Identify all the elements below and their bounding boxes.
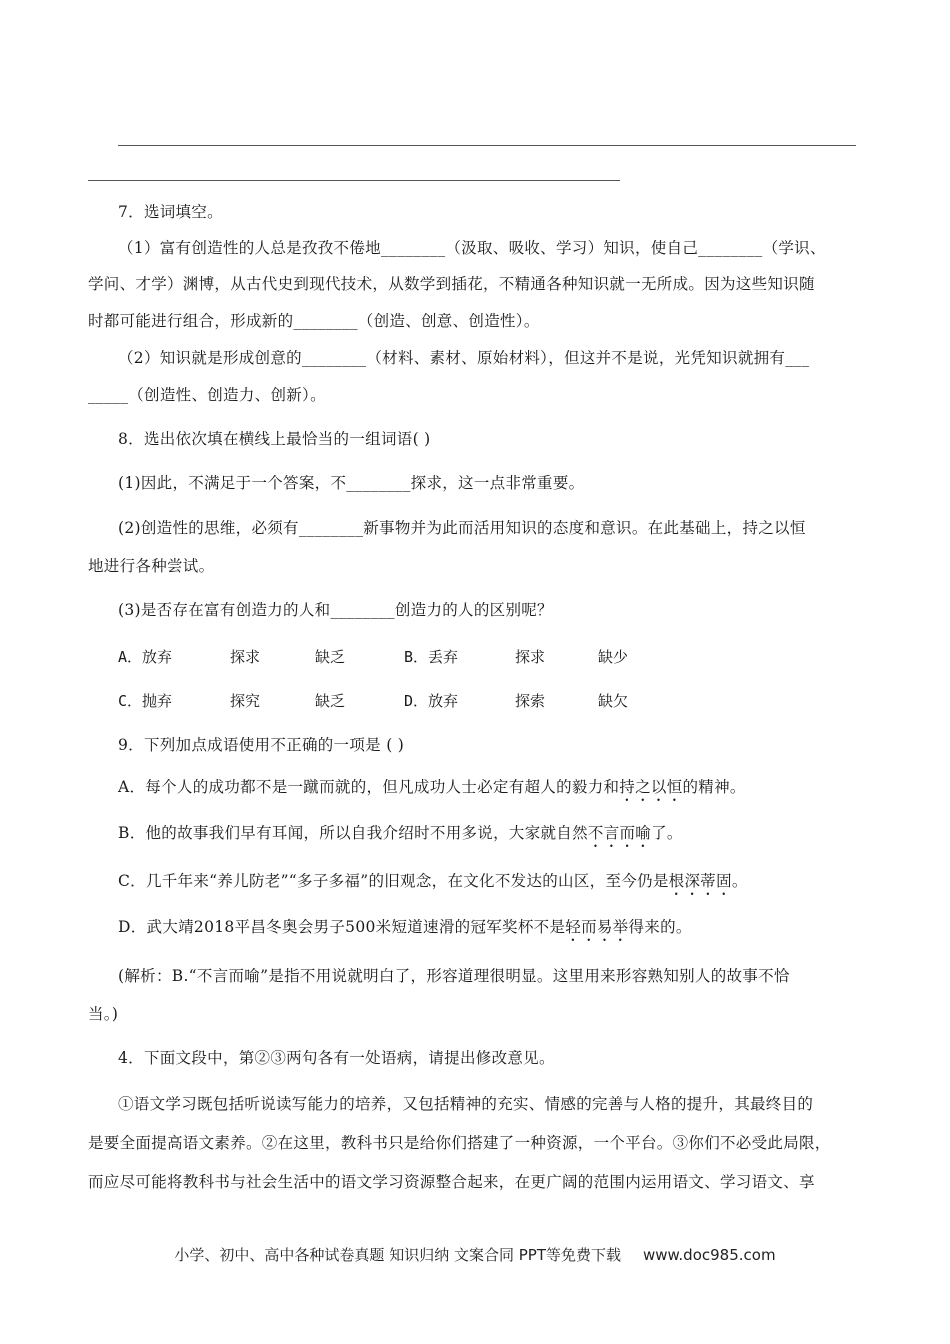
q9-option-a-pre: A．每个人的成功都不是一蹴而就的，但凡成功人士必定有超人的毅力和 [118, 778, 620, 796]
q9-analysis-line1: (解析：B.“不言而喻”是指不用说就明白了，形容道理很明显。这里用来形容熟知别人的故事不恰 [118, 967, 790, 985]
q8-sentence-2-line1: (2)创造性的思维，必须有________新事物并为此而活用知识的态度和意识。在此基础上，持之以恒 [118, 519, 806, 537]
q4-passage-line1: ①语文学习既包括听说读写能力的培养，又包括精神的充实、情感的完善与人格的提升，其最终目的 [118, 1095, 814, 1113]
answer-line-2 [88, 180, 620, 181]
q8-option-c: C．抛弃 [118, 692, 173, 710]
q9-option-b-post: 了。 [651, 824, 683, 842]
q8-option-a: A．放弃 [118, 648, 173, 666]
q7-title: 7．选词填空。 [118, 203, 223, 221]
q7-part1-line3: 时都可能进行组合，形成新的________（创造、创意、创造性）。 [88, 312, 540, 330]
q7-part2-line2: _____（创造性、创造力、创新）。 [88, 386, 326, 404]
q9-option-a [118, 777, 860, 805]
q9-option-c-pre: C．几千年来“养儿防老”“多子多福”的旧观念，在文化不发达的山区，至今仍是 [118, 872, 669, 890]
q9-option-b-pre: B．他的故事我们早有耳闻，所以自我介绍时不用多说，大家就自然 [118, 824, 588, 842]
q9-option-b [118, 823, 860, 851]
q9-option-a-idiom: 持之以恒 [619, 778, 683, 796]
footer-url[interactable]: www.doc985.com [642, 1246, 776, 1264]
q9-option-c-post: 。 [731, 872, 748, 890]
answer-line-1 [118, 145, 856, 146]
q9-option-c [118, 871, 860, 899]
q8-title: 8．选出依次填在横线上最恰当的一组词语( ) [118, 430, 431, 448]
q8-option-d-word3: 缺欠 [598, 692, 629, 710]
q8-option-d: D．放弃 [404, 692, 459, 710]
q9-analysis-line2: 当。) [88, 1005, 119, 1023]
q8-option-a-word3: 缺乏 [315, 648, 346, 666]
q8-option-c-word3: 缺乏 [315, 692, 346, 710]
q8-option-d-word2: 探索 [515, 692, 546, 710]
q7-part2-line1: （2）知识就是形成创意的________（材料、素材、原始材料），但这并不是说，光凭知识就拥有___ [118, 349, 810, 367]
q9-option-a-post: 的精神。 [682, 778, 746, 796]
q4-passage-line3: 而应尽可能将教科书与社会生活中的语文学习资源整合起来，在更广阔的范围内运用语文、学习语文、享 [88, 1173, 815, 1191]
q9-option-d-idiom: 轻而易举 [565, 918, 629, 936]
q8-option-b-word2: 探求 [515, 648, 546, 666]
q9-option-d [118, 917, 860, 945]
q8-option-a-word2: 探求 [230, 648, 261, 666]
q9-option-c-idiom: 根深蒂固 [668, 872, 732, 890]
q8-option-b-word3: 缺少 [598, 648, 629, 666]
q8-option-b: B．丢弃 [404, 648, 459, 666]
footer-text: 小学、初中、高中各种试卷真题 知识归纳 文案合同 PPT等免费下载 [174, 1246, 621, 1264]
q8-sentence-2-line2: 地进行各种尝试。 [88, 557, 215, 575]
q8-sentence-1: (1)因此，不满足于一个答案，不________探求，这一点非常重要。 [118, 474, 585, 492]
q9-option-b-idiom: 不言而喻 [587, 824, 652, 842]
q7-part1-line1: （1）富有创造性的人总是孜孜不倦地________（汲取、吸收、学习）知识，使自己________（学识、 [118, 239, 826, 257]
q9-title: 9．下列加点成语使用不正确的一项是 ( ) [118, 736, 405, 754]
q4-title: 4．下面文段中，第②③两句各有一处语病，请提出修改意见。 [118, 1049, 555, 1067]
q8-option-c-word2: 探究 [230, 692, 261, 710]
q9-option-d-pre: D．武大靖2018平昌冬奥会男子500米短道速滑的冠军奖杯不是 [118, 918, 566, 936]
page-footer [0, 1244, 950, 1265]
q4-passage-line2: 是要全面提高语文素养。②在这里，教科书只是给你们搭建了一种资源，一个平台。③你们不必受此局限， [88, 1134, 831, 1152]
q7-part1-line2: 学问、才学）渊博，从古代史到现代技术，从数学到插花，不精通各种知识就一无所成。因为这些知识随 [88, 275, 815, 293]
q9-option-d-post: 得来的。 [628, 918, 692, 936]
q8-sentence-3: (3)是否存在富有创造力的人和________创造力的人的区别呢？ [118, 601, 553, 619]
